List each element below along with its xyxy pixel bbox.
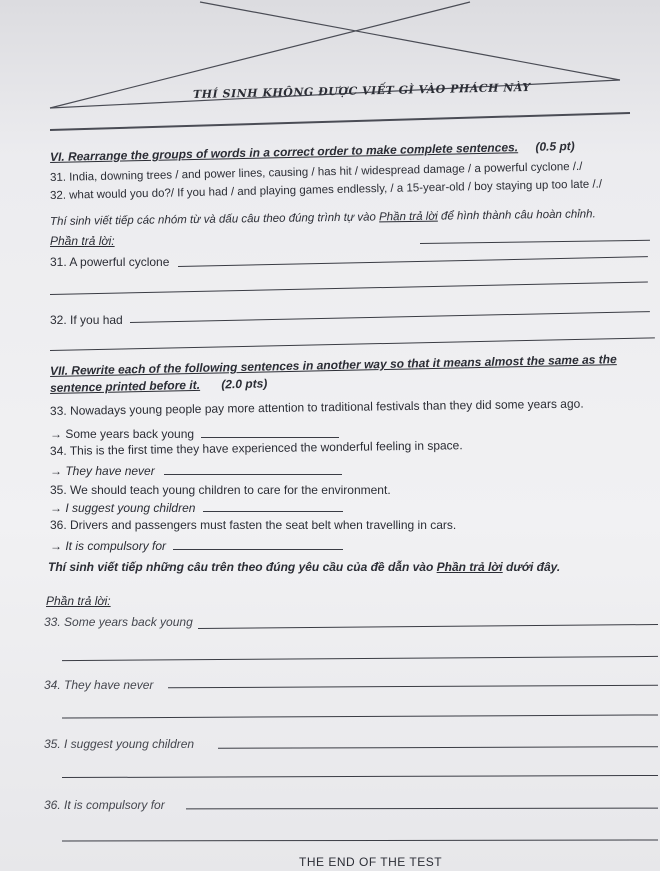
answer-33-line2[interactable] xyxy=(62,656,658,661)
answer-31-row[interactable] xyxy=(50,255,169,269)
answer-32-line2[interactable] xyxy=(50,337,655,351)
question-36: 36. Drivers and passengers must fasten the seat belt when travelling in cars. xyxy=(50,518,457,532)
header-notice: THÍ SINH KHÔNG ĐƯỢC VIẾT GÌ VÀO PHÁCH NÀY xyxy=(192,80,531,101)
question-33-prompt: → Some years back young xyxy=(50,427,195,441)
answer-36-blank[interactable] xyxy=(186,808,658,810)
answer-sheet-ref-7: Phần trả lời xyxy=(436,560,503,574)
question-35-prompt: → I suggest young children xyxy=(50,501,196,515)
answer-31-prefix: 31. A powerful cyclone xyxy=(50,255,170,269)
section6-instruction xyxy=(50,208,596,228)
question-32: 32. what would you do?/ If you had / and playing games endlessly, / a 15-year-old / boy staying up too late /./ xyxy=(49,178,603,202)
instruction-text-end: để hình thành câu hoàn chỉnh. xyxy=(437,208,596,223)
answer-33-prefix: 33. Some years back young xyxy=(44,615,193,629)
question-34-blank xyxy=(164,474,342,475)
section7-points: (2.0 pts) xyxy=(221,376,268,392)
answer-36-line2[interactable] xyxy=(62,839,658,841)
cross-out-marks xyxy=(0,0,660,140)
answer-label: Phần trả lời: xyxy=(50,234,115,248)
answer-34-prefix: 34. They have never xyxy=(44,678,154,692)
end-of-test: THE END OF THE TEST xyxy=(299,855,443,869)
question-36-prompt: → It is compulsory for xyxy=(50,539,167,553)
section7-heading xyxy=(50,352,617,378)
question-33-prompt-row xyxy=(50,427,339,441)
instruction-text: Thí sinh viết tiếp các nhóm từ và dấu câu theo đúng trình tự vào xyxy=(49,211,380,228)
question-35-blank xyxy=(203,511,343,512)
question-33-blank xyxy=(201,437,339,438)
answer-34-line2[interactable] xyxy=(62,714,658,718)
section7-heading-row2 xyxy=(50,376,268,395)
section6-heading-row xyxy=(50,139,575,164)
answer-sheet-ref: Phần trả lời xyxy=(378,210,438,224)
question-36-prompt-row xyxy=(50,539,343,553)
answer-34-blank[interactable] xyxy=(168,685,658,689)
answer-line xyxy=(420,240,650,244)
question-31: 31. India, downing trees / and power lines, causing / has hit / widespread damage / a powerful cyclone /./ xyxy=(49,160,583,184)
answer-32-prefix: 32. If you had xyxy=(50,313,123,327)
answer-35-prefix: 35. I suggest young children xyxy=(44,737,195,751)
answer-35-blank[interactable] xyxy=(218,746,658,749)
answer-36-prefix: 36. It is compulsory for xyxy=(44,798,165,812)
section6-heading: VI. Rearrange the groups of words in a correct order to make complete sentences. xyxy=(49,140,519,164)
section7-instruction xyxy=(48,560,560,574)
answer-35-line2[interactable] xyxy=(62,775,658,778)
answer-33-blank[interactable] xyxy=(198,624,658,629)
question-33: 33. Nowadays young people pay more attention to traditional festivals than they did some years ago. xyxy=(49,396,584,418)
section7-heading-line1: VII. Rewrite each of the following sentences in another way so that it means almost the same as the xyxy=(49,352,617,378)
question-35: 35. We should teach young children to care for the environment. xyxy=(50,483,391,497)
answer-label-7: Phần trả lời: xyxy=(46,594,111,608)
answer-31-line2[interactable] xyxy=(50,281,648,295)
question-34: 34. This is the first time they have experienced the wonderful feeling in space. xyxy=(49,438,463,458)
question-36-blank xyxy=(173,549,343,550)
question-35-prompt-row xyxy=(50,501,343,515)
question-34-prompt-row xyxy=(50,464,342,478)
question-34-prompt: → They have never xyxy=(50,464,155,478)
instruction7-text-end: dưới đây. xyxy=(502,560,561,574)
section7-heading-line2: sentence printed before it. xyxy=(49,377,201,395)
answer-32-row[interactable] xyxy=(50,313,123,327)
instruction7-text: Thí sinh viết tiếp những câu trên theo đúng yêu cầu của đề dẫn vào xyxy=(48,560,437,574)
section6-points: (0.5 pt) xyxy=(535,139,575,154)
answer-31-blank[interactable] xyxy=(178,256,648,267)
answer-32-blank[interactable] xyxy=(130,311,650,323)
